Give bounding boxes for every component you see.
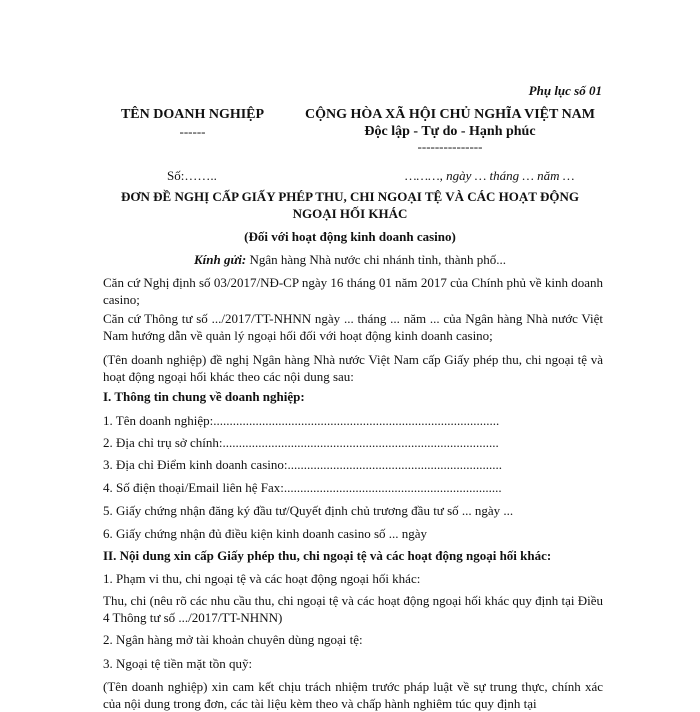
section-2-item-2: 2. Ngân hàng mở tài khoản chuyên dùng ngoại tệ: (103, 632, 363, 647)
title-line-1: ĐƠN ĐỀ NGHỊ CẤP GIẤY PHÉP THU, CHI NGOẠI TỆ VÀ CÁC HOẠT ĐỘNG (121, 189, 579, 204)
document-number: Số:…….. (167, 168, 217, 183)
appendix-label: Phụ lục số 01 (528, 83, 602, 98)
addressee-label: Kính gửi: (193, 252, 247, 267)
section-1-item: 1. Tên doanh nghiệp:........................................................................................ (103, 413, 500, 428)
section-2-item-3: 3. Ngoại tệ tiền mặt tồn quỹ: (103, 656, 253, 671)
section-1-item: 3. Địa chỉ Điểm kinh doanh casino:.................................................................. (103, 457, 502, 472)
section-1-item: 6. Giấy chứng nhận đủ điều kiện kinh doanh casino số ... ngày (103, 526, 428, 541)
section-2-heading: II. Nội dung xin cấp Giấy phép thu, chi ngoại tệ và các hoạt động ngoại hối khác: (103, 548, 552, 563)
paragraph-legal-basis-2: Căn cứ Thông tư số .../2017/TT-NHNN ngày ... tháng ... năm ... của Ngân hàng Nhà nước Việt Nam hướng dẫn về quản lý ngoại hối đối với hoạt động kinh doanh casino; (103, 311, 603, 343)
title-subtitle: (Đối với hoạt động kinh doanh casino) (244, 229, 456, 244)
nation-name: CỘNG HÒA XÃ HỘI CHỦ NGHĨA VIỆT NAM (304, 107, 595, 122)
title-line-2: NGOẠI HỐI KHÁC (292, 206, 408, 221)
commitment-paragraph: (Tên doanh nghiệp) xin cam kết chịu trách nhiệm trước pháp luật về sự trung thực, chính xác của nội dung trong đơn, các tài liệu kèm theo và chấp hành nghiêm túc quy định tại (103, 679, 603, 711)
company-separator: ------ (179, 124, 206, 139)
date-line: ………, ngày … tháng … năm … (405, 168, 575, 183)
company-name: TÊN DOANH NGHIỆP (120, 107, 265, 122)
addressee-value: Ngân hàng Nhà nước chi nhánh tỉnh, thành phố... (249, 252, 507, 267)
section-2-item-1-text: Thu, chi (nêu rõ các nhu cầu thu, chi ngoại tệ và các hoạt động ngoại hối khác quy định tại Điều 4 Thông tư số .../2017/TT-NHNN) (103, 593, 603, 625)
paragraph-request: (Tên doanh nghiệp) đề nghị Ngân hàng Nhà nước Việt Nam cấp Giấy phép thu, chi ngoại tệ và hoạt động ngoại hối khác theo các nội dung sau: (103, 352, 603, 384)
nation-separator: --------------- (417, 139, 483, 154)
addressee (90, 252, 610, 268)
section-2-item-1: 1. Phạm vi thu, chi ngoại tệ và các hoạt động ngoại hối khác: (103, 571, 421, 586)
section-1-item: 4. Số điện thoại/Email liên hệ Fax:................................................................... (103, 480, 502, 495)
section-1-item: 5. Giấy chứng nhận đăng ký đầu tư/Quyết định chủ trương đầu tư số ... ngày ... (103, 503, 514, 518)
nation-motto: Độc lập - Tự do - Hạnh phúc (364, 124, 536, 139)
section-1-heading: I. Thông tin chung về doanh nghiệp: (103, 389, 305, 404)
section-1-item: 2. Địa chỉ trụ sở chính:..................................................................................... (103, 435, 499, 450)
paragraph-legal-basis-1: Căn cứ Nghị định số 03/2017/NĐ-CP ngày 16 tháng 01 năm 2017 của Chính phủ về kinh doanh casino; (103, 275, 603, 307)
